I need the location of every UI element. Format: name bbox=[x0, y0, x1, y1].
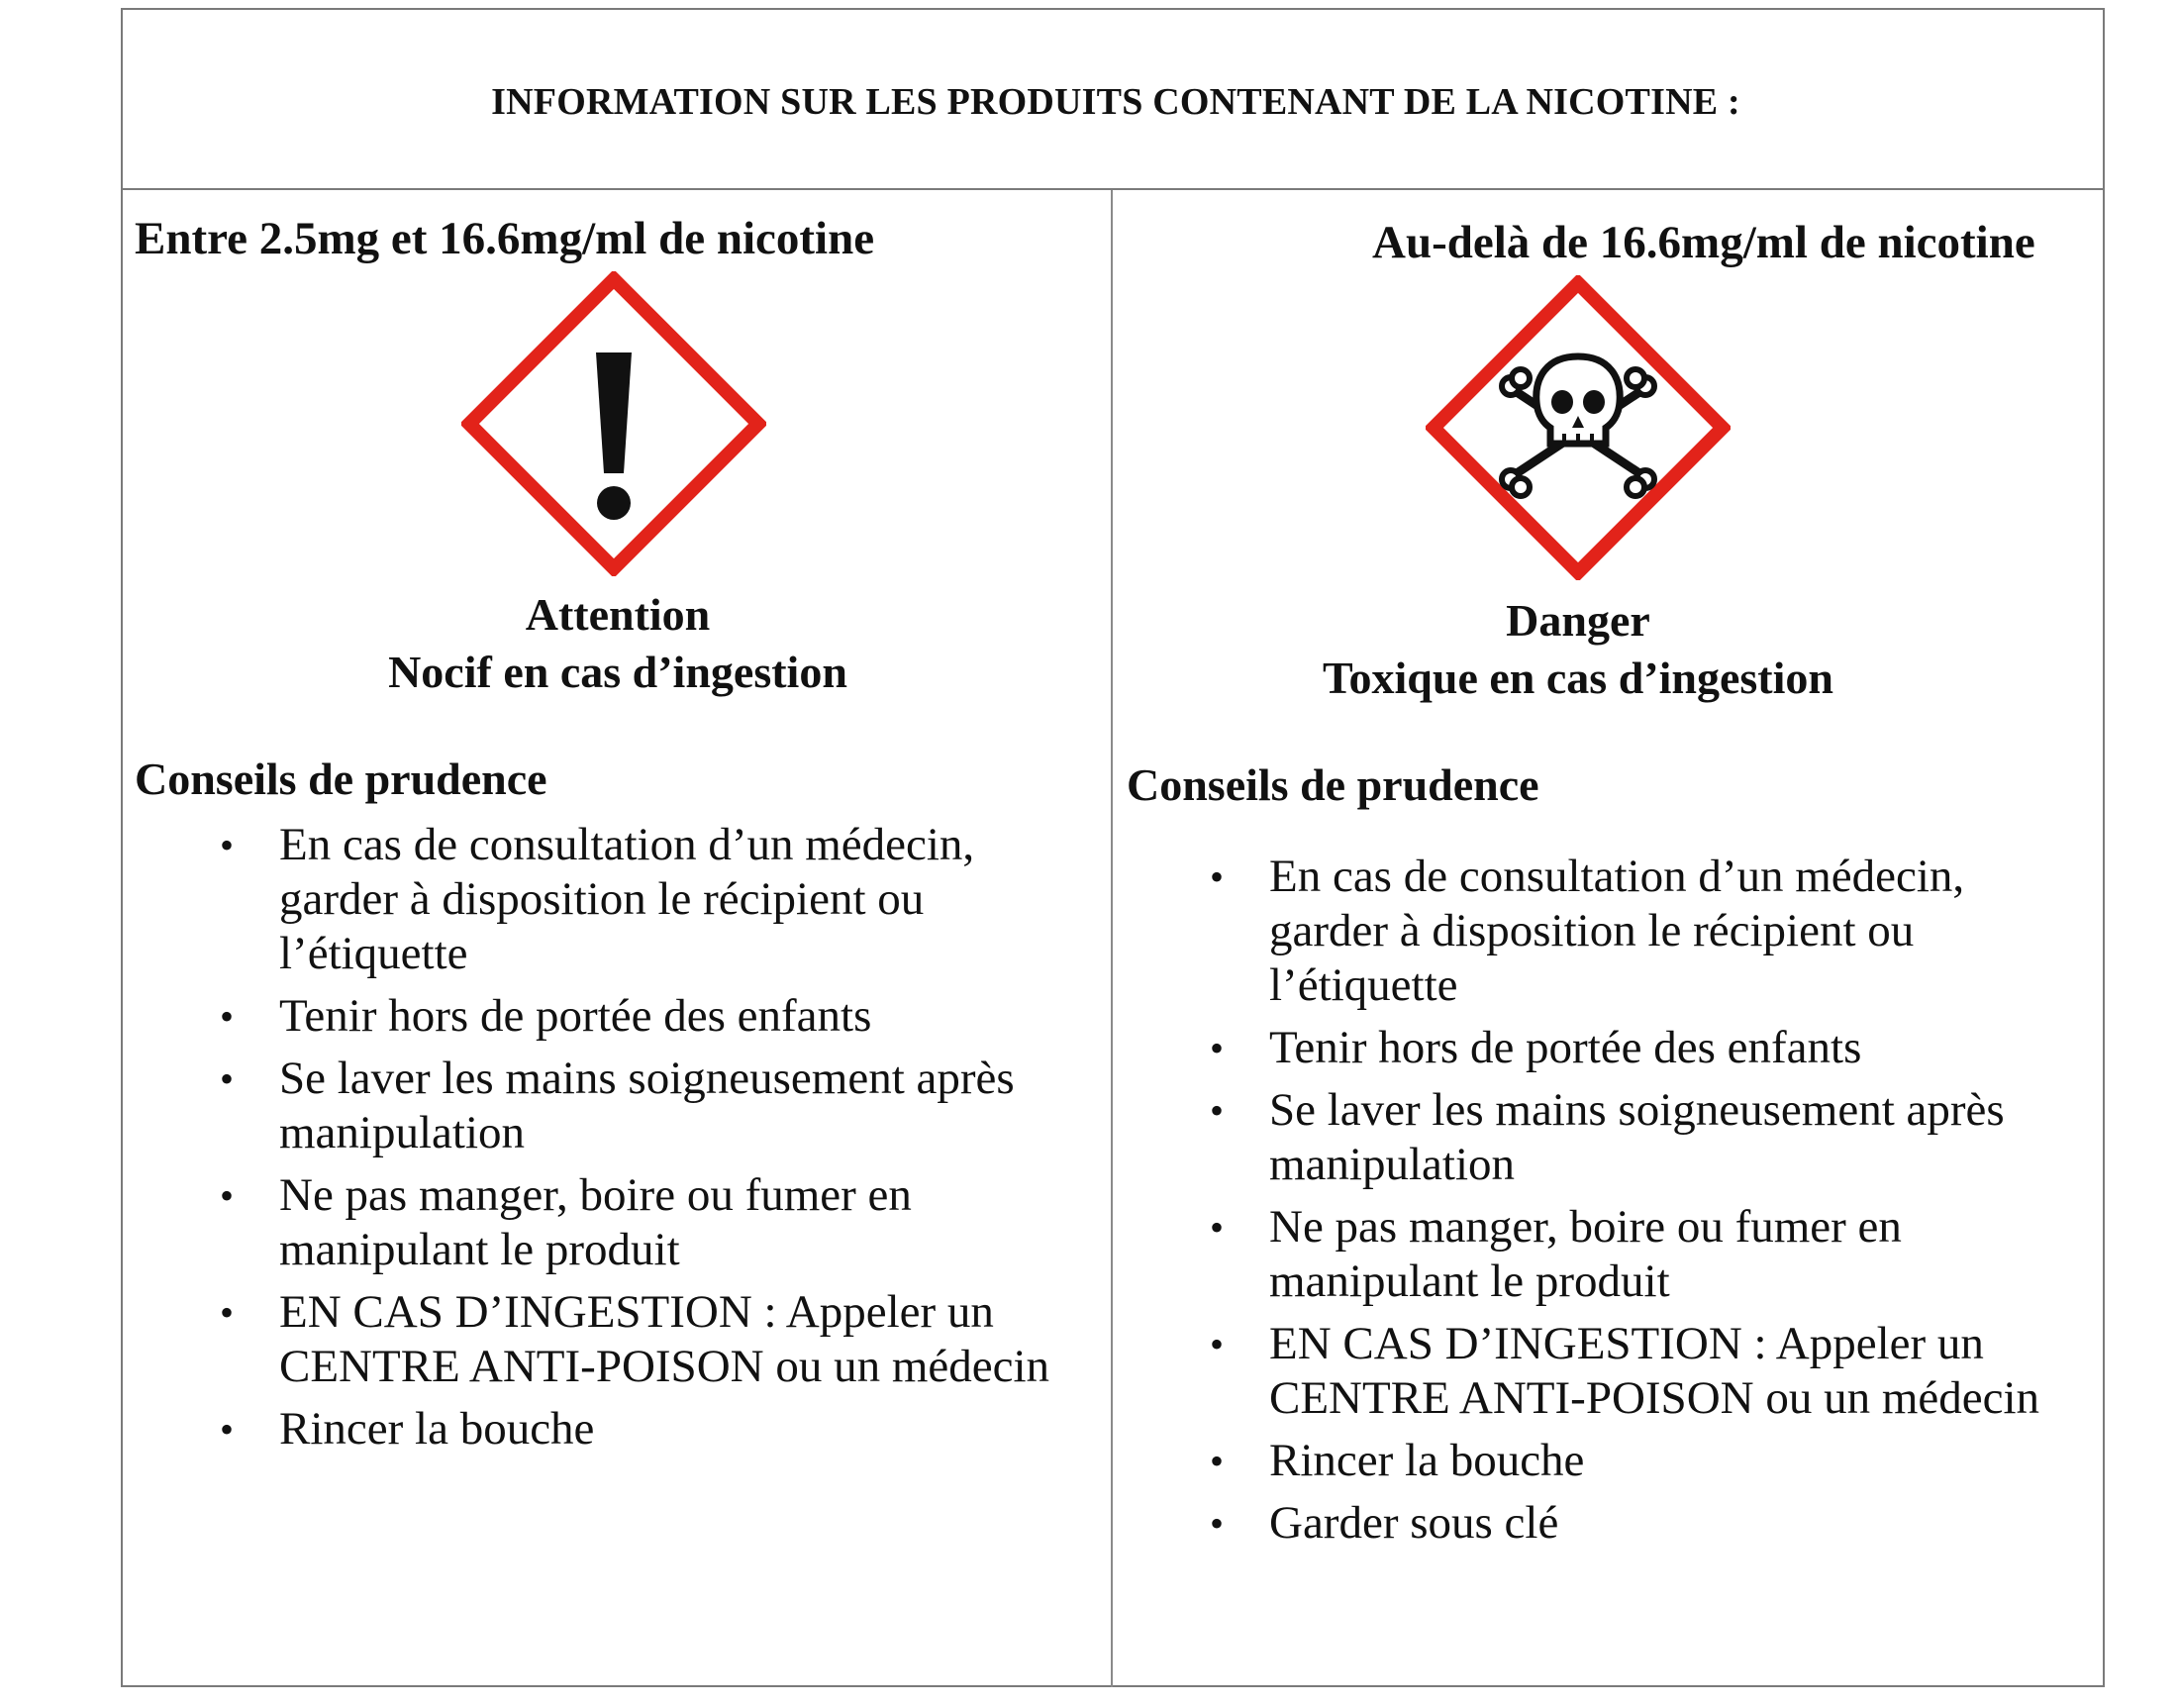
list-item-text: EN CAS D’INGESTION : Appeler un CENTRE ANTI-POISON ou un médecin bbox=[279, 1286, 1050, 1392]
list-item bbox=[1210, 1200, 2081, 1309]
skull-crossbones-icon bbox=[1426, 275, 1731, 580]
list-item bbox=[1210, 1496, 2081, 1551]
hazard-label bbox=[242, 586, 994, 701]
bullet-icon: • bbox=[220, 1290, 235, 1335]
bullet-icon: • bbox=[1210, 1088, 1225, 1133]
bullet-icon: • bbox=[220, 1173, 235, 1218]
bullet-icon: • bbox=[1210, 1322, 1225, 1366]
list-item bbox=[220, 1285, 1091, 1394]
list-item-text: Garder sous clé bbox=[1269, 1497, 1559, 1549]
advice-list bbox=[220, 818, 1091, 1464]
list-item-text: Rincer la bouche bbox=[279, 1403, 595, 1455]
list-item-text: Se laver les mains soigneusement après manipulation bbox=[279, 1053, 1015, 1158]
list-item bbox=[1210, 1083, 2081, 1192]
hazard-statement: Nocif en cas d’ingestion bbox=[388, 647, 847, 697]
list-item-text: Tenir hors de portée des enfants bbox=[279, 990, 872, 1042]
page-title: INFORMATION SUR LES PRODUITS CONTENANT DE LA NICOTINE : bbox=[491, 81, 1740, 123]
column-heading-text: Au-delà de 16.6mg/ml de nicotine bbox=[1372, 217, 2035, 268]
bullet-icon: • bbox=[1210, 1501, 1225, 1546]
list-item bbox=[1210, 1317, 2081, 1426]
bullet-icon: • bbox=[1210, 1026, 1225, 1070]
list-item-text: Ne pas manger, boire ou fumer en manipulant le produit bbox=[1269, 1201, 1902, 1307]
list-item-text: En cas de consultation d’un médecin, garder à disposition le récipient ou l’étiquette bbox=[1269, 851, 1965, 1011]
title-row bbox=[123, 10, 2103, 190]
column-low-concentration bbox=[123, 190, 1111, 1687]
advice-list bbox=[1210, 850, 2081, 1558]
signal-word: Danger bbox=[1506, 595, 1650, 646]
list-item bbox=[220, 818, 1091, 981]
exclamation-mark-icon bbox=[461, 271, 766, 576]
list-item-text: EN CAS D’INGESTION : Appeler un CENTRE ANTI-POISON ou un médecin bbox=[1269, 1318, 2040, 1424]
list-item bbox=[1210, 850, 2081, 1013]
list-item-text: Tenir hors de portée des enfants bbox=[1269, 1022, 1862, 1073]
bullet-icon: • bbox=[220, 823, 235, 867]
column-heading: Entre 2.5mg et 16.6mg/ml de nicotine bbox=[135, 213, 875, 264]
list-item-text: Rincer la bouche bbox=[1269, 1435, 1585, 1486]
list-item bbox=[220, 989, 1091, 1044]
bullet-icon: • bbox=[220, 1056, 235, 1101]
bullet-icon: • bbox=[220, 994, 235, 1039]
advice-heading: Conseils de prudence bbox=[1127, 759, 1539, 810]
list-item bbox=[1210, 1434, 2081, 1488]
list-item-text: En cas de consultation d’un médecin, garder à disposition le récipient ou l’étiquette bbox=[279, 819, 975, 979]
list-item-text: Se laver les mains soigneusement après manipulation bbox=[1269, 1084, 2005, 1190]
nicotine-info-sheet bbox=[121, 8, 2105, 1687]
list-item-text: Ne pas manger, boire ou fumer en manipulant le produit bbox=[279, 1169, 912, 1275]
bullet-icon: • bbox=[1210, 1205, 1225, 1250]
list-item bbox=[220, 1402, 1091, 1457]
bullet-icon: • bbox=[1210, 854, 1225, 899]
hazard-statement: Toxique en cas d’ingestion bbox=[1323, 653, 1833, 703]
column-high-concentration bbox=[1113, 190, 2101, 1687]
list-item bbox=[220, 1052, 1091, 1160]
list-item bbox=[220, 1168, 1091, 1277]
hazard-label bbox=[1202, 592, 1954, 707]
advice-heading: Conseils de prudence bbox=[135, 754, 547, 804]
bullet-icon: • bbox=[220, 1407, 235, 1452]
bullet-icon: • bbox=[1210, 1439, 1225, 1483]
list-item bbox=[1210, 1021, 2081, 1075]
signal-word: Attention bbox=[525, 589, 711, 640]
